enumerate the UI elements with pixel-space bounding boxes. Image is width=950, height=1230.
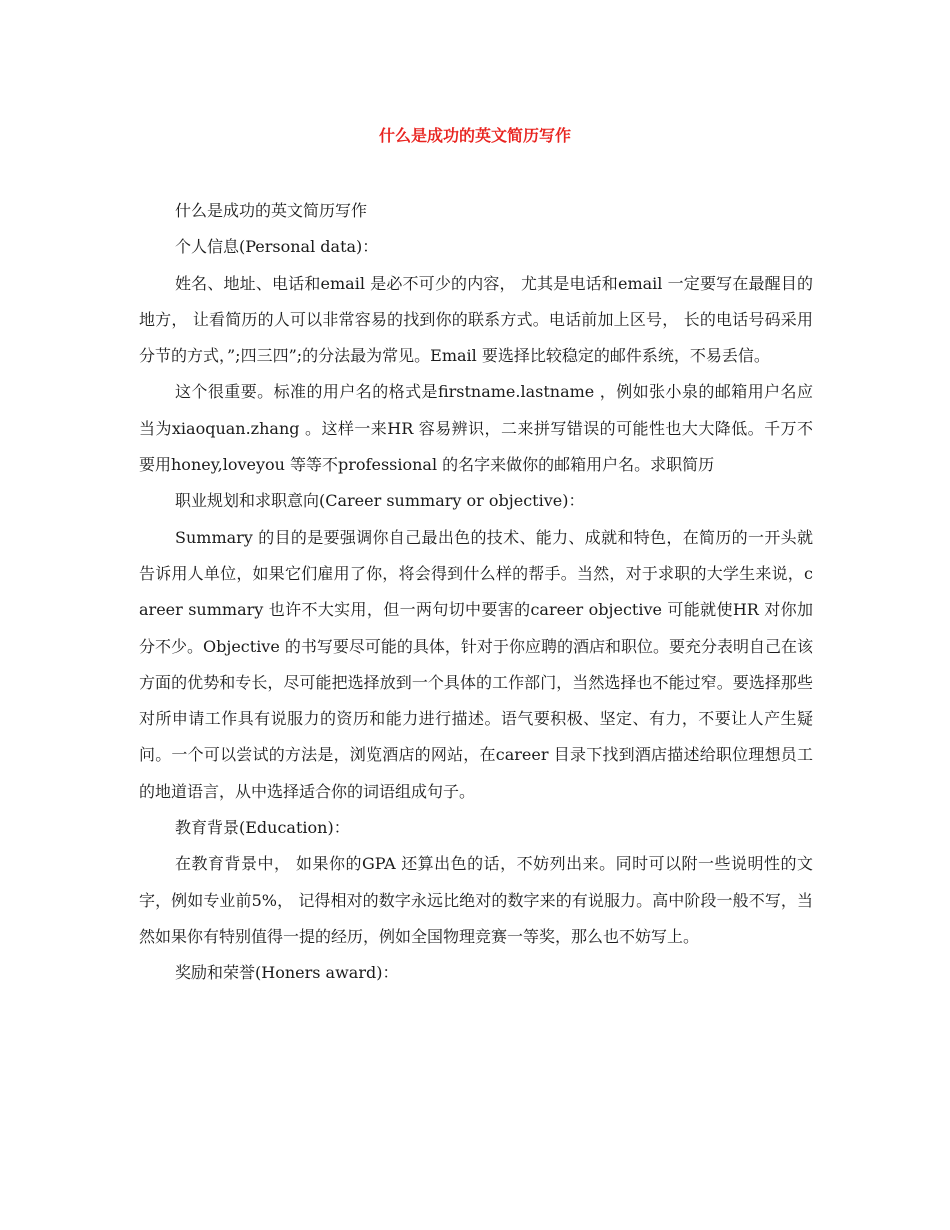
paragraph-career-summary: Summary 的目的是要强调你自己最出色的技术、能力、成就和特色，在简历的一开头就告诉用人单位，如果它们雇用了你，将会得到什么样的帮手。当然，对于求职的大学生来说，career summary 也许不大实用，但一两句切中要害的career objective 可能就使HR 对你加分不少。Objective 的书写要尽可能的具体，针对于你应聘的酒店和职位。要充分表明自己在该方面的优势和专长，尽可能把选择放到一个具体的工作部门，当然选择也不能过窄。要选择那些对所申请工作具有说服力的资历和能力进行描述。语气要积极、坚定、有力，不要让人产生疑问。一个可以尝试的方法是，浏览酒店的网站，在career 目录下找到酒店描述给职位理想员工的地道语言，从中选择适合你的词语组成句子。 (139, 527, 813, 801)
paragraph-heading-repeat: 什么是成功的英文简历写作 (175, 201, 368, 220)
paragraph-career-heading: 职业规划和求职意向(Career summary or objective)： (175, 491, 585, 511)
paragraph-personal-data: 姓名、地址、电话和email 是必不可少的内容， 尤其是电话和email 一定要写在最醒目的地方， 让看简历的人可以非常容易的找到你的联系方式。电话前加上区号， 长的电话号码采用分节的方式，”;四三四”;的分法最为常见。Email 要选择比较稳定的邮件系统，不易丢信。 (139, 273, 813, 366)
document-body (139, 193, 813, 992)
paragraph-education-heading: 教育背景(Education)： (175, 818, 350, 838)
paragraph-honors-heading: 奖励和荣誉(Honers award)： (175, 963, 399, 983)
paragraph-personal-data-heading: 个人信息(Personal data)： (175, 237, 379, 257)
paragraph-education: 在教育背景中， 如果你的GPA 还算出色的话，不妨列出来。同时可以附一些说明性的文字，例如专业前5%， 记得相对的数字永远比绝对的数字来的有说服力。高中阶段一般不写，当然如果你有特别值得一提的经历，例如全国物理竞赛一等奖，那么也不妨写上。 (139, 854, 813, 946)
document-title: 什么是成功的英文简历写作 (378, 126, 571, 145)
paragraph-email-username: 这个很重要。标准的用户名的格式是firstname.lastname ，例如张小泉的邮箱用户名应当为xiaoquan.zhang 。这样一来HR 容易辨识，二来拼写错误的可能性也大大降低。千万不要用honey,loveyou 等等不professional 的名字来做你的邮箱用户名。求职简历 (139, 382, 813, 475)
